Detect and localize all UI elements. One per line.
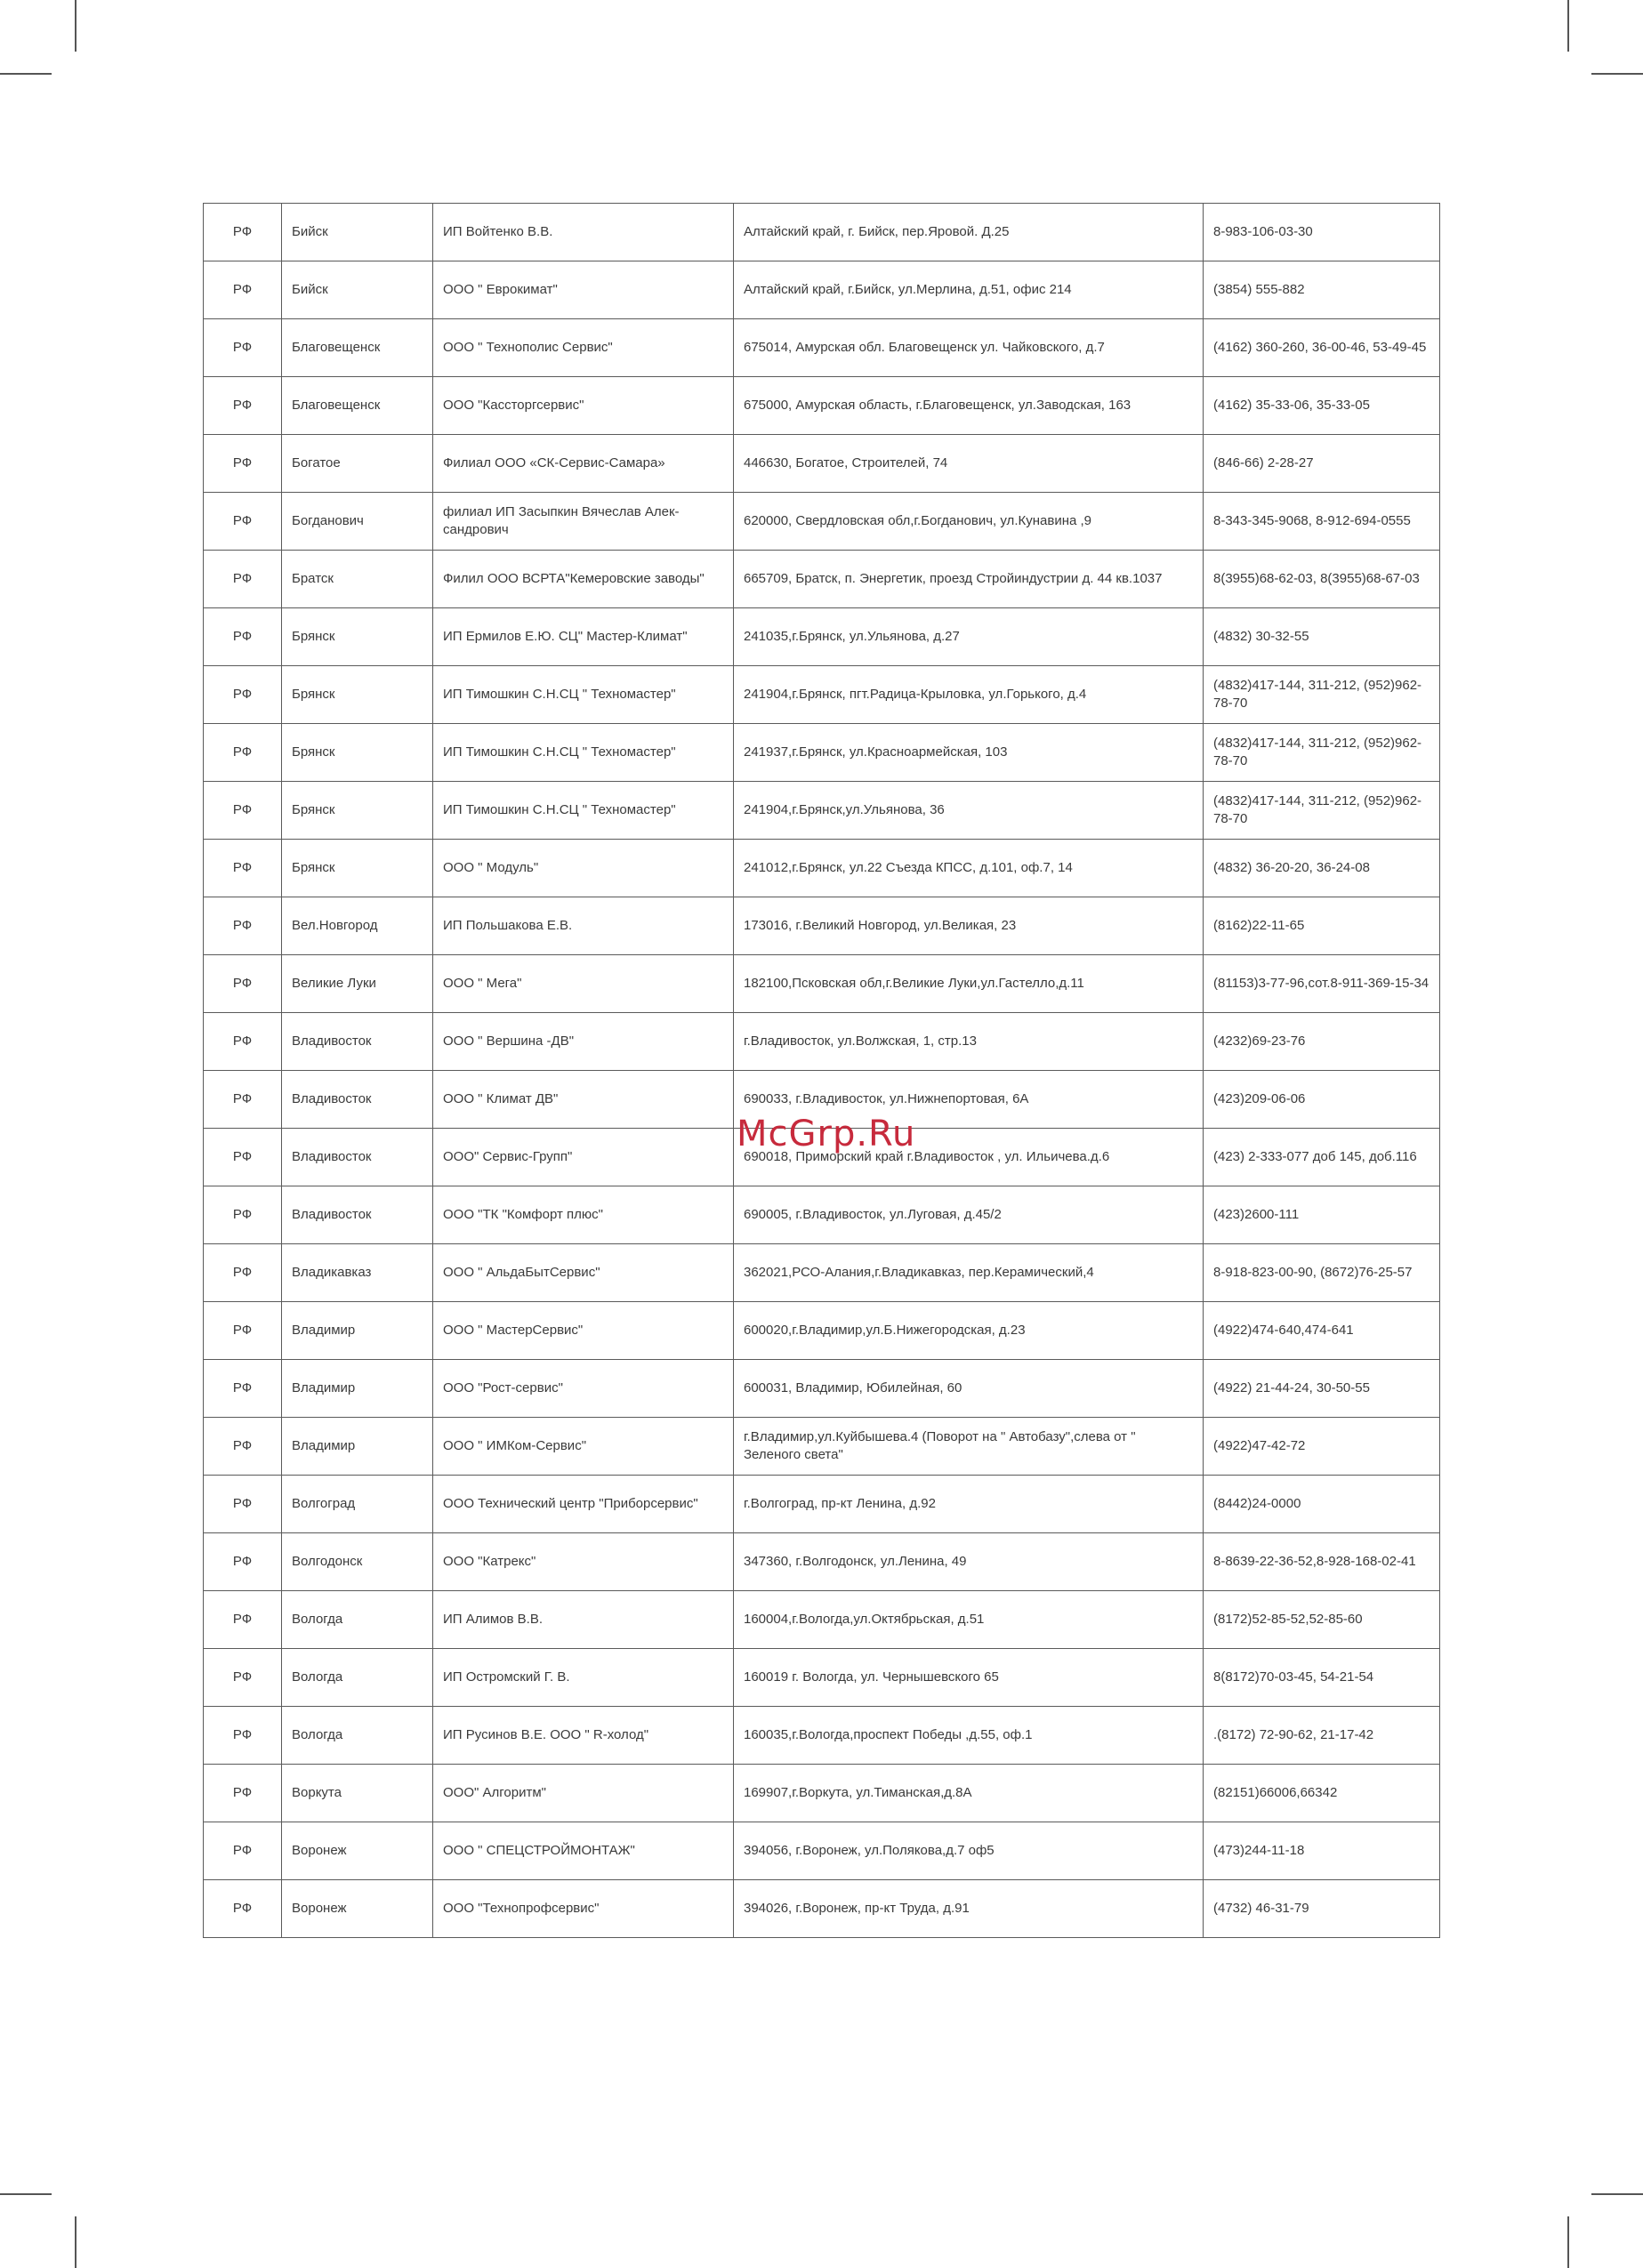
address-cell: 600031, Владимир, Юбилейная, 60 <box>734 1360 1204 1418</box>
address-cell: 675000, Амурская область, г.Благовещенск, ул.Заводская, 163 <box>734 377 1204 435</box>
organization-cell: ООО " Еврокимат" <box>433 261 734 319</box>
table-row <box>204 493 1440 551</box>
country-cell: РФ <box>204 435 282 493</box>
city-cell: Бийск <box>282 261 433 319</box>
country-cell: РФ <box>204 493 282 551</box>
table-row <box>204 1302 1440 1360</box>
city-cell: Волгодонск <box>282 1533 433 1591</box>
phone-cell: (4832)417-144, 311-212, (952)962-78-70 <box>1204 666 1440 724</box>
country-cell: РФ <box>204 666 282 724</box>
city-cell: Воронеж <box>282 1822 433 1880</box>
address-cell: 362021,РСО-Алания,г.Владикавказ, пер.Керамический,4 <box>734 1244 1204 1302</box>
country-cell: РФ <box>204 1129 282 1186</box>
organization-cell: Филиал ООО «СК-Сервис-Самара» <box>433 435 734 493</box>
city-cell: Благовещенск <box>282 319 433 377</box>
crop-mark-top-right-vertical <box>1567 0 1569 52</box>
country-cell: РФ <box>204 1822 282 1880</box>
city-cell: Владивосток <box>282 1013 433 1071</box>
organization-cell: ИП Тимошкин С.Н.СЦ " Техномастер" <box>433 666 734 724</box>
city-cell: Владимир <box>282 1360 433 1418</box>
city-cell: Вологда <box>282 1707 433 1765</box>
phone-cell: (8162)22-11-65 <box>1204 897 1440 955</box>
address-cell: 241904,г.Брянск,ул.Ульянова, 36 <box>734 782 1204 840</box>
crop-mark-top-right-horizontal <box>1591 73 1643 75</box>
organization-cell: ООО " Модуль" <box>433 840 734 897</box>
city-cell: Владимир <box>282 1302 433 1360</box>
country-cell: РФ <box>204 955 282 1013</box>
city-cell: Владивосток <box>282 1129 433 1186</box>
table-row <box>204 1533 1440 1591</box>
organization-cell: ООО " Вершина -ДВ" <box>433 1013 734 1071</box>
country-cell: РФ <box>204 377 282 435</box>
country-cell: РФ <box>204 724 282 782</box>
address-cell: 394026, г.Воронеж, пр-кт Труда, д.91 <box>734 1880 1204 1938</box>
crop-mark-bottom-left-vertical <box>75 2216 77 2268</box>
phone-cell: 8-343-345-9068, 8-912-694-0555 <box>1204 493 1440 551</box>
table-row <box>204 840 1440 897</box>
country-cell: РФ <box>204 1765 282 1822</box>
country-cell: РФ <box>204 1476 282 1533</box>
address-cell: 620000, Свердловская обл,г.Богданович, ул.Кунавина ,9 <box>734 493 1204 551</box>
table-row <box>204 1707 1440 1765</box>
table-row <box>204 897 1440 955</box>
table-row <box>204 1880 1440 1938</box>
table-row <box>204 204 1440 261</box>
table-row <box>204 1360 1440 1418</box>
phone-cell: 8(3955)68-62-03, 8(3955)68-67-03 <box>1204 551 1440 608</box>
table-row <box>204 1244 1440 1302</box>
crop-mark-bottom-right-vertical <box>1567 2216 1569 2268</box>
phone-cell: (423)2600-111 <box>1204 1186 1440 1244</box>
address-cell: г.Владивосток, ул.Волжская, 1, стр.13 <box>734 1013 1204 1071</box>
phone-cell: (8172)52-85-52,52-85-60 <box>1204 1591 1440 1649</box>
phone-cell: 8-983-106-03-30 <box>1204 204 1440 261</box>
organization-cell: ООО Технический центр "Приборсервис" <box>433 1476 734 1533</box>
table-row <box>204 319 1440 377</box>
organization-cell: ИП Русинов В.Е. ООО " R-холод" <box>433 1707 734 1765</box>
table-row <box>204 724 1440 782</box>
city-cell: Вологда <box>282 1591 433 1649</box>
phone-cell: (4832) 30-32-55 <box>1204 608 1440 666</box>
city-cell: Владивосток <box>282 1071 433 1129</box>
phone-cell: (4162) 35-33-06, 35-33-05 <box>1204 377 1440 435</box>
phone-cell: 8-8639-22-36-52,8-928-168-02-41 <box>1204 1533 1440 1591</box>
crop-mark-top-left-vertical <box>75 0 77 52</box>
address-cell: 241937,г.Брянск, ул.Красноармейская, 103 <box>734 724 1204 782</box>
country-cell: РФ <box>204 608 282 666</box>
country-cell: РФ <box>204 1360 282 1418</box>
organization-cell: ООО" Алгоритм" <box>433 1765 734 1822</box>
address-cell: г.Волгоград, пр-кт Ленина, д.92 <box>734 1476 1204 1533</box>
phone-cell: .(8172) 72-90-62, 21-17-42 <box>1204 1707 1440 1765</box>
organization-cell: ООО "ТК "Комфорт плюс" <box>433 1186 734 1244</box>
address-cell: 675014, Амурская обл. Благовещенск ул. Чайковского, д.7 <box>734 319 1204 377</box>
phone-cell: (4832) 36-20-20, 36-24-08 <box>1204 840 1440 897</box>
phone-cell: (4232)69-23-76 <box>1204 1013 1440 1071</box>
phone-cell: (8442)24-0000 <box>1204 1476 1440 1533</box>
country-cell: РФ <box>204 782 282 840</box>
city-cell: Богданович <box>282 493 433 551</box>
table-row <box>204 435 1440 493</box>
address-cell: 347360, г.Волгодонск, ул.Ленина, 49 <box>734 1533 1204 1591</box>
city-cell: Воркута <box>282 1765 433 1822</box>
phone-cell: (4732) 46-31-79 <box>1204 1880 1440 1938</box>
city-cell: Богатое <box>282 435 433 493</box>
country-cell: РФ <box>204 204 282 261</box>
organization-cell: ИП Остромский Г. В. <box>433 1649 734 1707</box>
organization-cell: ИП Тимошкин С.Н.СЦ " Техномастер" <box>433 724 734 782</box>
address-cell: 169907,г.Воркута, ул.Тиманская,д.8А <box>734 1765 1204 1822</box>
phone-cell: 8(8172)70-03-45, 54-21-54 <box>1204 1649 1440 1707</box>
country-cell: РФ <box>204 1707 282 1765</box>
address-cell: 600020,г.Владимир,ул.Б.Нижегородская, д.23 <box>734 1302 1204 1360</box>
city-cell: Брянск <box>282 608 433 666</box>
phone-cell: 8-918-823-00-90, (8672)76-25-57 <box>1204 1244 1440 1302</box>
city-cell: Владивосток <box>282 1186 433 1244</box>
table-row <box>204 1186 1440 1244</box>
address-cell: 160035,г.Вологда,проспект Победы ,д.55, оф.1 <box>734 1707 1204 1765</box>
phone-cell: (473)244-11-18 <box>1204 1822 1440 1880</box>
organization-cell: ООО" Сервис-Групп" <box>433 1129 734 1186</box>
table-row <box>204 1129 1440 1186</box>
country-cell: РФ <box>204 261 282 319</box>
phone-cell: (4832)417-144, 311-212, (952)962-78-70 <box>1204 724 1440 782</box>
phone-cell: (846-66) 2-28-27 <box>1204 435 1440 493</box>
country-cell: РФ <box>204 1418 282 1476</box>
table-row <box>204 1822 1440 1880</box>
organization-cell: ООО "Кассторгсервис" <box>433 377 734 435</box>
phone-cell: (3854) 555-882 <box>1204 261 1440 319</box>
table-row <box>204 782 1440 840</box>
address-cell: 446630, Богатое, Строителей, 74 <box>734 435 1204 493</box>
address-cell: 173016, г.Великий Новгород, ул.Великая, 23 <box>734 897 1204 955</box>
country-cell: РФ <box>204 1186 282 1244</box>
phone-cell: (4162) 360-260, 36-00-46, 53-49-45 <box>1204 319 1440 377</box>
address-cell: 160004,г.Вологда,ул.Октябрьская, д.51 <box>734 1591 1204 1649</box>
crop-mark-top-left-horizontal <box>0 73 52 75</box>
address-cell: 241012,г.Брянск, ул.22 Съезда КПСС, д.101, оф.7, 14 <box>734 840 1204 897</box>
organization-cell: ООО " СПЕЦСТРОЙМОНТАЖ" <box>433 1822 734 1880</box>
table-row <box>204 551 1440 608</box>
organization-cell: филиал ИП Засыпкин Вячеслав Алек-сандрович <box>433 493 734 551</box>
watermark: McGrp.Ru <box>737 1114 916 1154</box>
table-row <box>204 1649 1440 1707</box>
table-row <box>204 666 1440 724</box>
crop-mark-bottom-right-horizontal <box>1591 2193 1643 2195</box>
table-row <box>204 377 1440 435</box>
country-cell: РФ <box>204 1071 282 1129</box>
address-cell: 241904,г.Брянск, пгт.Радица-Крыловка, ул.Горького, д.4 <box>734 666 1204 724</box>
city-cell: Бийск <box>282 204 433 261</box>
country-cell: РФ <box>204 319 282 377</box>
phone-cell: (81153)3-77-96,сот.8-911-369-15-34 <box>1204 955 1440 1013</box>
organization-cell: ООО "Рост-сервис" <box>433 1360 734 1418</box>
address-cell: 690005, г.Владивосток, ул.Луговая, д.45/2 <box>734 1186 1204 1244</box>
organization-cell: ООО " Климат ДВ" <box>433 1071 734 1129</box>
organization-cell: ООО "Технопрофсервис" <box>433 1880 734 1938</box>
city-cell: Владимир <box>282 1418 433 1476</box>
organization-cell: ИП Алимов В.В. <box>433 1591 734 1649</box>
city-cell: Вологда <box>282 1649 433 1707</box>
crop-mark-bottom-left-horizontal <box>0 2193 52 2195</box>
address-cell: Алтайский край, г.Бийск, ул.Мерлина, д.51, офис 214 <box>734 261 1204 319</box>
organization-cell: Филил ООО ВСРТА"Кемеровские заводы" <box>433 551 734 608</box>
address-cell: 182100,Псковская обл,г.Великие Луки,ул.Гастелло,д.11 <box>734 955 1204 1013</box>
city-cell: Брянск <box>282 724 433 782</box>
country-cell: РФ <box>204 1591 282 1649</box>
country-cell: РФ <box>204 551 282 608</box>
organization-cell: ООО " Технополис Сервис" <box>433 319 734 377</box>
country-cell: РФ <box>204 1880 282 1938</box>
organization-cell: ИП Тимошкин С.Н.СЦ " Техномастер" <box>433 782 734 840</box>
city-cell: Брянск <box>282 666 433 724</box>
city-cell: Волгоград <box>282 1476 433 1533</box>
address-cell: 394056, г.Воронеж, ул.Полякова,д.7 оф5 <box>734 1822 1204 1880</box>
address-cell: 690033, г.Владивосток, ул.Нижнепортовая, 6А <box>734 1071 1204 1129</box>
organization-cell: ИП Польшакова Е.В. <box>433 897 734 955</box>
city-cell: Брянск <box>282 840 433 897</box>
city-cell: Брянск <box>282 782 433 840</box>
organization-cell: ООО " АльдаБытСервис" <box>433 1244 734 1302</box>
city-cell: Благовещенск <box>282 377 433 435</box>
table-row <box>204 1418 1440 1476</box>
table-row <box>204 1071 1440 1129</box>
address-cell: 690018, Приморский край г.Владивосток , ул. Ильичева.д.6 <box>734 1129 1204 1186</box>
city-cell: Великие Луки <box>282 955 433 1013</box>
organization-cell: ООО " МастерСервис" <box>433 1302 734 1360</box>
country-cell: РФ <box>204 1649 282 1707</box>
city-cell: Воронеж <box>282 1880 433 1938</box>
address-cell: 241035,г.Брянск, ул.Ульянова, д.27 <box>734 608 1204 666</box>
city-cell: Вел.Новгород <box>282 897 433 955</box>
table-row <box>204 1591 1440 1649</box>
country-cell: РФ <box>204 897 282 955</box>
address-cell: 160019 г. Вологда, ул. Чернышевского 65 <box>734 1649 1204 1707</box>
table-row <box>204 1765 1440 1822</box>
organization-cell: ИП Войтенко В.В. <box>433 204 734 261</box>
organization-cell: ИП Ермилов Е.Ю. СЦ" Мастер-Климат" <box>433 608 734 666</box>
table-row <box>204 1476 1440 1533</box>
table-body <box>204 204 1440 1938</box>
organization-cell: ООО "Катрекс" <box>433 1533 734 1591</box>
phone-cell: (423) 2-333-077 доб 145, доб.116 <box>1204 1129 1440 1186</box>
service-centers-table <box>203 203 1440 1938</box>
country-cell: РФ <box>204 1533 282 1591</box>
phone-cell: (4832)417-144, 311-212, (952)962-78-70 <box>1204 782 1440 840</box>
table-row <box>204 261 1440 319</box>
table-row <box>204 608 1440 666</box>
address-cell: Алтайский край, г. Бийск, пер.Яровой. Д.25 <box>734 204 1204 261</box>
phone-cell: (423)209-06-06 <box>1204 1071 1440 1129</box>
organization-cell: ООО " Мега" <box>433 955 734 1013</box>
table-row <box>204 1013 1440 1071</box>
country-cell: РФ <box>204 1013 282 1071</box>
country-cell: РФ <box>204 840 282 897</box>
address-cell: г.Владимир,ул.Куйбышева.4 (Поворот на " Автобазу",слева от " Зеленого света" <box>734 1418 1204 1476</box>
city-cell: Братск <box>282 551 433 608</box>
table-row <box>204 955 1440 1013</box>
phone-cell: (4922)47-42-72 <box>1204 1418 1440 1476</box>
phone-cell: (4922) 21-44-24, 30-50-55 <box>1204 1360 1440 1418</box>
address-cell: 665709, Братск, п. Энергетик, проезд Стройиндустрии д. 44 кв.1037 <box>734 551 1204 608</box>
phone-cell: (82151)66006,66342 <box>1204 1765 1440 1822</box>
country-cell: РФ <box>204 1302 282 1360</box>
phone-cell: (4922)474-640,474-641 <box>1204 1302 1440 1360</box>
country-cell: РФ <box>204 1244 282 1302</box>
city-cell: Владикавказ <box>282 1244 433 1302</box>
organization-cell: ООО " ИМКом-Сервис" <box>433 1418 734 1476</box>
